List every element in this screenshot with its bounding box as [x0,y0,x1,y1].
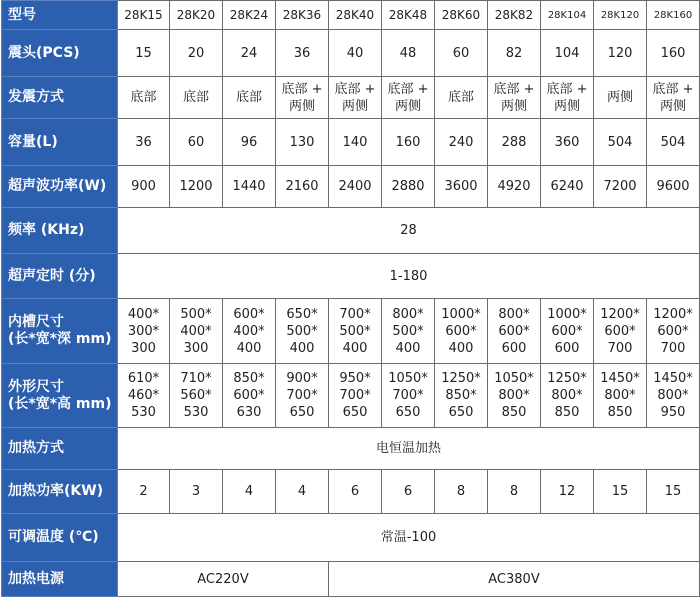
ultrasonic-power-cell: 4920 [488,166,541,208]
capacity-cell: 240 [435,119,488,166]
heads-cell: 104 [541,30,594,77]
row-label-heads: 震头(PCS) [2,30,118,77]
ultrasonic-power-cell: 7200 [594,166,647,208]
timer-cell: 1-180 [118,254,700,299]
row-label-inner-size: 内槽尺寸 (长*宽*深 mm) [2,299,118,364]
inner-size-cell: 800* 600* 600 [488,299,541,364]
ultrasonic-power-cell: 1440 [223,166,276,208]
vibration-cell: 底部 [170,77,223,119]
inner-size-cell: 1200* 600* 700 [647,299,700,364]
ultrasonic-power-cell: 3600 [435,166,488,208]
model-cell: 28K15 [118,1,170,30]
outer-size-cell: 1250* 800* 850 [541,364,594,428]
ultrasonic-power-cell: 900 [118,166,170,208]
heating-power-cell: 15 [647,470,700,514]
row-label-temperature: 可调温度 (℃) [2,514,118,562]
ultrasonic-power-cell: 9600 [647,166,700,208]
heating-power-cell: 4 [223,470,276,514]
vibration-cell: 底部 [223,77,276,119]
temperature-cell: 常温-100 [118,514,700,562]
spec-table [1,0,700,597]
row-label-power-supply: 加热电源 [2,562,118,597]
capacity-cell: 160 [382,119,435,166]
row-outer-size [2,364,700,428]
heads-cell: 15 [118,30,170,77]
model-cell: 28K82 [488,1,541,30]
row-heads [2,30,700,77]
inner-size-cell: 1200* 600* 700 [594,299,647,364]
heating-power-cell: 12 [541,470,594,514]
ultrasonic-power-cell: 2880 [382,166,435,208]
model-cell: 28K36 [276,1,329,30]
heating-power-cell: 15 [594,470,647,514]
outer-size-cell: 1450* 800* 950 [647,364,700,428]
heads-cell: 160 [647,30,700,77]
row-vibration [2,77,700,119]
inner-size-cell: 1000* 600* 600 [541,299,594,364]
heating-power-cell: 6 [382,470,435,514]
heating-power-cell: 8 [488,470,541,514]
heating-power-cell: 6 [329,470,382,514]
row-ultrasonic-power [2,166,700,208]
heads-cell: 36 [276,30,329,77]
capacity-cell: 130 [276,119,329,166]
model-cell: 28K20 [170,1,223,30]
heads-cell: 24 [223,30,276,77]
heads-cell: 60 [435,30,488,77]
inner-size-cell: 1000* 600* 400 [435,299,488,364]
row-label-ultrasonic-power: 超声波功率(W) [2,166,118,208]
heads-cell: 48 [382,30,435,77]
model-cell: 28K48 [382,1,435,30]
row-label-frequency: 频率 (KHz) [2,208,118,254]
capacity-cell: 36 [118,119,170,166]
model-cell: 28K160 [647,1,700,30]
outer-size-cell: 1250* 850* 650 [435,364,488,428]
outer-size-cell: 710* 560* 530 [170,364,223,428]
capacity-cell: 504 [647,119,700,166]
heating-power-cell: 4 [276,470,329,514]
frequency-cell: 28 [118,208,700,254]
heads-cell: 82 [488,30,541,77]
model-cell: 28K24 [223,1,276,30]
capacity-cell: 60 [170,119,223,166]
row-label-model: 型号 [2,1,118,30]
inner-size-cell: 700* 500* 400 [329,299,382,364]
vibration-cell: 底部 + 两侧 [541,77,594,119]
heads-cell: 20 [170,30,223,77]
heating-power-cell: 3 [170,470,223,514]
row-label-vibration: 发震方式 [2,77,118,119]
capacity-cell: 504 [594,119,647,166]
row-label-outer-size: 外形尺寸 (长*宽*高 mm) [2,364,118,428]
vibration-cell: 底部 + 两侧 [647,77,700,119]
model-cell: 28K40 [329,1,382,30]
capacity-cell: 96 [223,119,276,166]
row-label-timer: 超声定时 (分) [2,254,118,299]
row-heating-power [2,470,700,514]
capacity-cell: 360 [541,119,594,166]
row-label-heating-method: 加热方式 [2,428,118,470]
inner-size-cell: 650* 500* 400 [276,299,329,364]
heating-method-cell: 电恒温加热 [118,428,700,470]
inner-size-cell: 600* 400* 400 [223,299,276,364]
row-inner-size [2,299,700,364]
vibration-cell: 底部 [435,77,488,119]
model-cell: 28K104 [541,1,594,30]
outer-size-cell: 1050* 800* 850 [488,364,541,428]
outer-size-cell: 1050* 700* 650 [382,364,435,428]
ultrasonic-power-cell: 6240 [541,166,594,208]
outer-size-cell: 610* 460* 530 [118,364,170,428]
row-model [2,1,700,30]
heating-power-cell: 8 [435,470,488,514]
inner-size-cell: 500* 400* 300 [170,299,223,364]
power-supply-cell: AC380V [329,562,700,597]
row-label-heating-power: 加热功率(KW) [2,470,118,514]
heads-cell: 120 [594,30,647,77]
inner-size-cell: 400* 300* 300 [118,299,170,364]
outer-size-cell: 950* 700* 650 [329,364,382,428]
vibration-cell: 两侧 [594,77,647,119]
power-supply-cell: AC220V [118,562,329,597]
row-frequency [2,208,700,254]
ultrasonic-power-cell: 1200 [170,166,223,208]
heads-cell: 40 [329,30,382,77]
outer-size-cell: 1450* 800* 850 [594,364,647,428]
vibration-cell: 底部 + 两侧 [276,77,329,119]
model-cell: 28K120 [594,1,647,30]
outer-size-cell: 900* 700* 650 [276,364,329,428]
row-label-capacity: 容量(L) [2,119,118,166]
capacity-cell: 140 [329,119,382,166]
outer-size-cell: 850* 600* 630 [223,364,276,428]
ultrasonic-power-cell: 2160 [276,166,329,208]
vibration-cell: 底部 + 两侧 [382,77,435,119]
vibration-cell: 底部 + 两侧 [329,77,382,119]
row-temperature [2,514,700,562]
row-power-supply [2,562,700,597]
vibration-cell: 底部 [118,77,170,119]
row-heating-method [2,428,700,470]
vibration-cell: 底部 + 两侧 [488,77,541,119]
row-capacity [2,119,700,166]
model-cell: 28K60 [435,1,488,30]
ultrasonic-power-cell: 2400 [329,166,382,208]
heating-power-cell: 2 [118,470,170,514]
capacity-cell: 288 [488,119,541,166]
row-timer [2,254,700,299]
inner-size-cell: 800* 500* 400 [382,299,435,364]
